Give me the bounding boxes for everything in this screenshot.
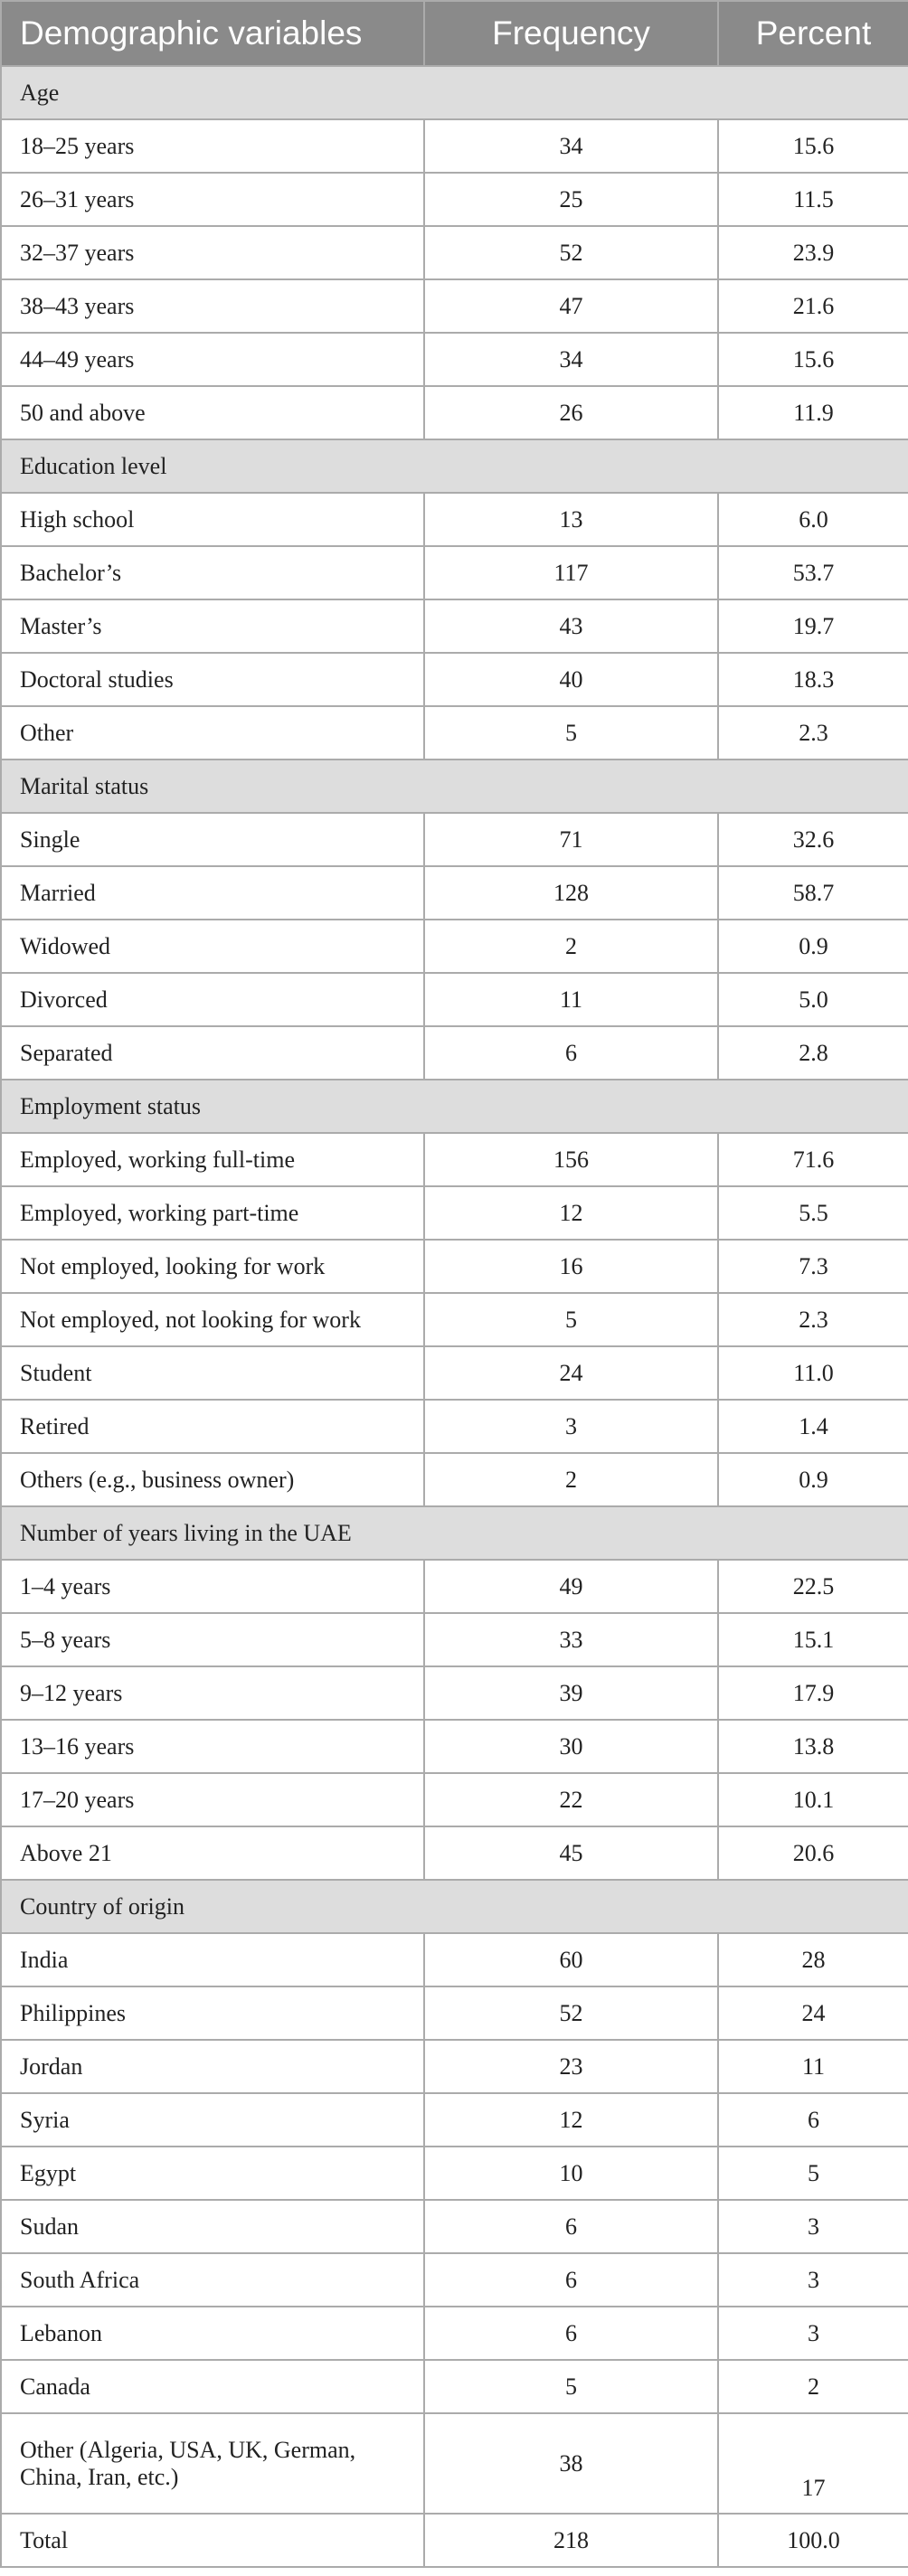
- frequency-cell: 6: [424, 2253, 718, 2307]
- table-row: [1, 599, 908, 653]
- table-row: [1, 1666, 908, 1720]
- frequency-cell: 6: [424, 1026, 718, 1080]
- table-row: [1, 2253, 908, 2307]
- row-label: Married: [1, 866, 424, 920]
- percent-cell: 22.5: [718, 1560, 908, 1613]
- row-label: 13–16 years: [1, 1720, 424, 1773]
- percent-cell: 18.3: [718, 653, 908, 706]
- frequency-cell: 39: [424, 1666, 718, 1720]
- table-row: [1, 493, 908, 546]
- header-frequency: Frequency: [424, 1, 718, 66]
- frequency-cell: 5: [424, 2360, 718, 2413]
- frequency-cell: 47: [424, 279, 718, 333]
- row-label: Divorced: [1, 973, 424, 1026]
- section-title: Employment status: [1, 1080, 908, 1133]
- frequency-cell: 71: [424, 813, 718, 866]
- table-row: [1, 1346, 908, 1400]
- row-label: Not employed, not looking for work: [1, 1293, 424, 1346]
- percent-cell: 6.0: [718, 493, 908, 546]
- percent-cell: 11.9: [718, 386, 908, 439]
- table-row: [1, 1826, 908, 1880]
- percent-cell: 2.3: [718, 706, 908, 760]
- row-label: 44–49 years: [1, 333, 424, 386]
- section-header-row: [1, 66, 908, 119]
- frequency-cell: 117: [424, 546, 718, 599]
- frequency-cell: 5: [424, 1293, 718, 1346]
- row-label: 26–31 years: [1, 173, 424, 226]
- table-row: [1, 1186, 908, 1240]
- table-row: [1, 1026, 908, 1080]
- row-label: Other: [1, 706, 424, 760]
- section-header-row: [1, 1080, 908, 1133]
- percent-cell: 11: [718, 2040, 908, 2093]
- percent-cell: 0.9: [718, 920, 908, 973]
- section-header-row: [1, 439, 908, 493]
- percent-cell: 3: [718, 2200, 908, 2253]
- frequency-cell: 60: [424, 1933, 718, 1986]
- row-label: Canada: [1, 2360, 424, 2413]
- table-row: [1, 1293, 908, 1346]
- table-row: [1, 1933, 908, 1986]
- percent-cell: 13.8: [718, 1720, 908, 1773]
- row-label: 18–25 years: [1, 119, 424, 173]
- table-row: [1, 386, 908, 439]
- row-label: Above 21: [1, 1826, 424, 1880]
- section-title: Number of years living in the UAE: [1, 1506, 908, 1560]
- table-row: [1, 1613, 908, 1666]
- row-label: Bachelor’s: [1, 546, 424, 599]
- table-row: [1, 2147, 908, 2200]
- percent-cell: 3: [718, 2253, 908, 2307]
- row-label: Single: [1, 813, 424, 866]
- frequency-cell: 12: [424, 1186, 718, 1240]
- percent-cell: 71.6: [718, 1133, 908, 1186]
- section-title: Education level: [1, 439, 908, 493]
- table-row: [1, 866, 908, 920]
- percent-cell: 7.3: [718, 1240, 908, 1293]
- section-header-row: [1, 1880, 908, 1933]
- frequency-cell: 40: [424, 653, 718, 706]
- header-demographic-variables: Demographic variables: [1, 1, 424, 66]
- table-row: [1, 1986, 908, 2040]
- percent-cell: 6: [718, 2093, 908, 2147]
- row-label: Lebanon: [1, 2307, 424, 2360]
- percent-cell: 5: [718, 2147, 908, 2200]
- frequency-cell: 34: [424, 119, 718, 173]
- frequency-cell: 52: [424, 1986, 718, 2040]
- percent-cell: 28: [718, 1933, 908, 1986]
- table-row: [1, 2413, 908, 2514]
- row-label: High school: [1, 493, 424, 546]
- table-row: [1, 653, 908, 706]
- table-row: [1, 706, 908, 760]
- percent-cell: 2.8: [718, 1026, 908, 1080]
- table-row: [1, 2360, 908, 2413]
- row-label: Syria: [1, 2093, 424, 2147]
- row-label: 9–12 years: [1, 1666, 424, 1720]
- percent-cell: 3: [718, 2307, 908, 2360]
- frequency-cell: 2: [424, 1453, 718, 1506]
- percent-cell: 19.7: [718, 599, 908, 653]
- total-percent: 100.0: [718, 2514, 908, 2567]
- percent-cell: 32.6: [718, 813, 908, 866]
- table-body: [1, 66, 908, 2567]
- frequency-cell: 38: [424, 2413, 718, 2514]
- table-row: [1, 119, 908, 173]
- frequency-cell: 6: [424, 2307, 718, 2360]
- section-title: Country of origin: [1, 1880, 908, 1933]
- table-row: [1, 1773, 908, 1826]
- percent-cell: 2: [718, 2360, 908, 2413]
- percent-cell: 53.7: [718, 546, 908, 599]
- row-label: Sudan: [1, 2200, 424, 2253]
- frequency-cell: 3: [424, 1400, 718, 1453]
- table-row: [1, 920, 908, 973]
- percent-cell: 1.4: [718, 1400, 908, 1453]
- frequency-cell: 25: [424, 173, 718, 226]
- table-row: [1, 1400, 908, 1453]
- frequency-cell: 52: [424, 226, 718, 279]
- table-row: [1, 226, 908, 279]
- row-label: Others (e.g., business owner): [1, 1453, 424, 1506]
- table-row: [1, 1560, 908, 1613]
- frequency-cell: 10: [424, 2147, 718, 2200]
- table-row: [1, 279, 908, 333]
- percent-cell: 2.3: [718, 1293, 908, 1346]
- percent-cell: 17: [718, 2413, 908, 2514]
- row-label: Doctoral studies: [1, 653, 424, 706]
- row-label: Separated: [1, 1026, 424, 1080]
- row-label: Jordan: [1, 2040, 424, 2093]
- row-label: Widowed: [1, 920, 424, 973]
- row-label: 50 and above: [1, 386, 424, 439]
- table-row: [1, 546, 908, 599]
- percent-cell: 24: [718, 1986, 908, 2040]
- row-label: Student: [1, 1346, 424, 1400]
- table-row: [1, 2093, 908, 2147]
- table-row: [1, 813, 908, 866]
- percent-cell: 17.9: [718, 1666, 908, 1720]
- table-row: [1, 2307, 908, 2360]
- percent-cell: 11.0: [718, 1346, 908, 1400]
- row-label: 5–8 years: [1, 1613, 424, 1666]
- table-row: [1, 1453, 908, 1506]
- row-label: 32–37 years: [1, 226, 424, 279]
- percent-cell: 11.5: [718, 173, 908, 226]
- frequency-cell: 23: [424, 2040, 718, 2093]
- row-label: India: [1, 1933, 424, 1986]
- row-label: Employed, working full-time: [1, 1133, 424, 1186]
- frequency-cell: 16: [424, 1240, 718, 1293]
- table-header: [1, 1, 908, 66]
- row-label: Philippines: [1, 1986, 424, 2040]
- frequency-cell: 5: [424, 706, 718, 760]
- header-percent: Percent: [718, 1, 908, 66]
- table-row: [1, 1133, 908, 1186]
- frequency-cell: 13: [424, 493, 718, 546]
- percent-cell: 20.6: [718, 1826, 908, 1880]
- row-label: Egypt: [1, 2147, 424, 2200]
- frequency-cell: 33: [424, 1613, 718, 1666]
- row-label: 17–20 years: [1, 1773, 424, 1826]
- total-frequency: 218: [424, 2514, 718, 2567]
- percent-cell: 15.6: [718, 119, 908, 173]
- frequency-cell: 34: [424, 333, 718, 386]
- section-header-row: [1, 1506, 908, 1560]
- percent-cell: 10.1: [718, 1773, 908, 1826]
- percent-cell: 21.6: [718, 279, 908, 333]
- percent-cell: 5.0: [718, 973, 908, 1026]
- frequency-cell: 45: [424, 1826, 718, 1880]
- table-row: [1, 2200, 908, 2253]
- frequency-cell: 24: [424, 1346, 718, 1400]
- row-label: 38–43 years: [1, 279, 424, 333]
- section-header-row: [1, 760, 908, 813]
- row-label: Other (Algeria, USA, UK, German, China, Iran, etc.): [1, 2413, 424, 2514]
- row-label: Not employed, looking for work: [1, 1240, 424, 1293]
- percent-cell: 58.7: [718, 866, 908, 920]
- percent-cell: 23.9: [718, 226, 908, 279]
- frequency-cell: 156: [424, 1133, 718, 1186]
- row-label: South Africa: [1, 2253, 424, 2307]
- total-label: Total: [1, 2514, 424, 2567]
- table-row: [1, 173, 908, 226]
- frequency-cell: 6: [424, 2200, 718, 2253]
- table-row: [1, 1720, 908, 1773]
- frequency-cell: 49: [424, 1560, 718, 1613]
- frequency-cell: 11: [424, 973, 718, 1026]
- percent-cell: 15.6: [718, 333, 908, 386]
- header-row: [1, 1, 908, 66]
- percent-cell: 0.9: [718, 1453, 908, 1506]
- frequency-cell: 2: [424, 920, 718, 973]
- table-row: [1, 973, 908, 1026]
- section-title: Marital status: [1, 760, 908, 813]
- row-label: Retired: [1, 1400, 424, 1453]
- row-label: Master’s: [1, 599, 424, 653]
- percent-cell: 15.1: [718, 1613, 908, 1666]
- frequency-cell: 12: [424, 2093, 718, 2147]
- table-row: [1, 2040, 908, 2093]
- total-row: [1, 2514, 908, 2567]
- percent-cell: 5.5: [718, 1186, 908, 1240]
- row-label: Employed, working part-time: [1, 1186, 424, 1240]
- section-title: Age: [1, 66, 908, 119]
- row-label: 1–4 years: [1, 1560, 424, 1613]
- table-row: [1, 333, 908, 386]
- frequency-cell: 43: [424, 599, 718, 653]
- table-row: [1, 1240, 908, 1293]
- frequency-cell: 26: [424, 386, 718, 439]
- frequency-cell: 128: [424, 866, 718, 920]
- frequency-cell: 22: [424, 1773, 718, 1826]
- frequency-cell: 30: [424, 1720, 718, 1773]
